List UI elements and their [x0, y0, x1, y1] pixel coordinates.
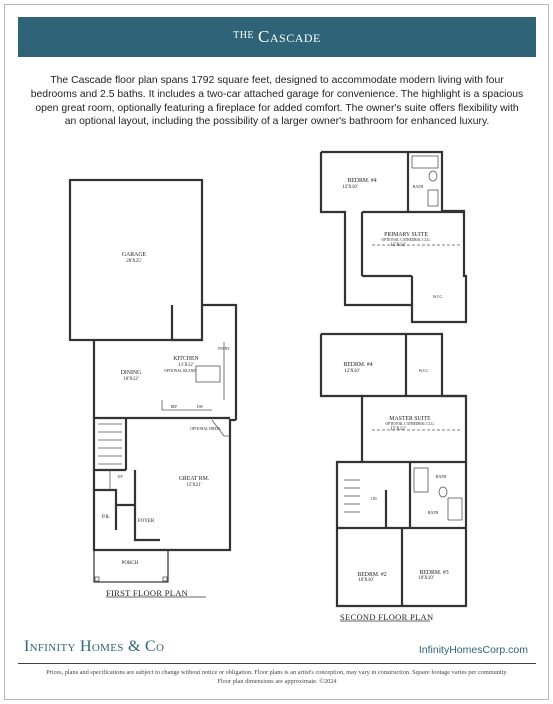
ref-label: REF [170, 405, 178, 409]
linen-label: LIN. [370, 497, 378, 501]
first-floor-caption: FIRST FLOOR PLAN [106, 588, 189, 598]
master-suite-label: MASTER SUITE [389, 416, 431, 422]
legal-disclaimer: Prices, plans and specifications are subject to change without notice or obligation. Floor plans is an artist's conception, may vary in construction. Square footage varies per community. Floor plan dimensions are approximate. ©2024 [46, 669, 508, 685]
garage-dims: 20'X25' [126, 259, 142, 264]
foyer-label: FOYER [137, 519, 155, 524]
up-label: UP [117, 474, 123, 479]
plan-name: Cascade [258, 27, 321, 46]
fireplace-label: OPTIONAL FIREPL. [190, 427, 222, 431]
footer-divider [18, 663, 536, 664]
bedroom2-label: BEDRM. #2 [357, 572, 387, 578]
brand-logo: Infinity Homes & Co [24, 638, 165, 655]
great-room-label: GREAT RM. [178, 476, 210, 482]
powder-label: P.R. [101, 515, 111, 520]
kitchen-label: KITCHEN [173, 356, 199, 362]
second-floor-outline [321, 334, 466, 606]
laundry-wall [202, 305, 236, 420]
pantry-label: PNTRY [218, 347, 230, 351]
second-floor-caption: SECOND FLOOR PLAN [340, 612, 434, 622]
bedroom3-dims: 10'X10' [418, 576, 434, 581]
plan-description: The Cascade floor plan spans 1792 square feet, designed to accommodate modern living with four bedrooms and 2.5 baths. It includes a two-car attached garage for convenience. The highlight is a spacious open great room, optionally featuring a fireplace for added comfort. The owner's suite offers flexibility with an optional layout, including the possibility of a larger owner's bathroom for enhanced luxury. [30, 75, 524, 128]
bedroom4-label: BEDRM. #4 [343, 362, 373, 368]
title-prefix: THE [233, 30, 255, 41]
island-label: OPTIONAL ISLAND [164, 369, 196, 373]
wic-label: W.I.C. [418, 368, 430, 373]
powder-wall [94, 490, 116, 530]
laundry-outline [172, 305, 202, 340]
website-link[interactable]: InfinityHomesCorp.com [418, 644, 528, 656]
bedroom3-label: BEDRM. #3 [419, 570, 449, 576]
bath2-label: BATH [427, 510, 439, 515]
primary-suite-dims: 15'X12' [390, 243, 406, 248]
alt-wic-label: W.I.C. [432, 294, 444, 299]
kitchen-dims: 11'X12' [178, 363, 194, 368]
dining-dims: 10'X12' [123, 377, 139, 382]
master-suite-dims: 15'X12' [390, 427, 406, 432]
garage-label: GARAGE [121, 252, 147, 258]
great-room-dims: 15'X21' [186, 483, 202, 488]
primary-suite-note: OPTIONAL CATHEDRAL CLG. [381, 238, 431, 242]
bedroom2-dims: 10'X10' [358, 578, 374, 583]
master-suite-note: OPTIONAL CATHEDRAL CLG. [385, 422, 435, 426]
foyer-closet [135, 470, 160, 540]
porch-outline [94, 550, 168, 582]
dw-label: DW [197, 405, 203, 409]
alt-bedroom4-label: BEDRM. #4 [347, 178, 377, 184]
alt-bath-label: BATH [412, 184, 424, 189]
bedroom4-dims: 12'X10' [344, 369, 360, 374]
alt-bedroom4-dims: 12'X10' [342, 185, 358, 190]
dining-label: DINING [120, 370, 142, 376]
porch-label: PORCH [121, 561, 139, 566]
primary-suite-label: PRIMARY SUITE [384, 232, 428, 238]
bath1-label: BATH [435, 474, 447, 479]
